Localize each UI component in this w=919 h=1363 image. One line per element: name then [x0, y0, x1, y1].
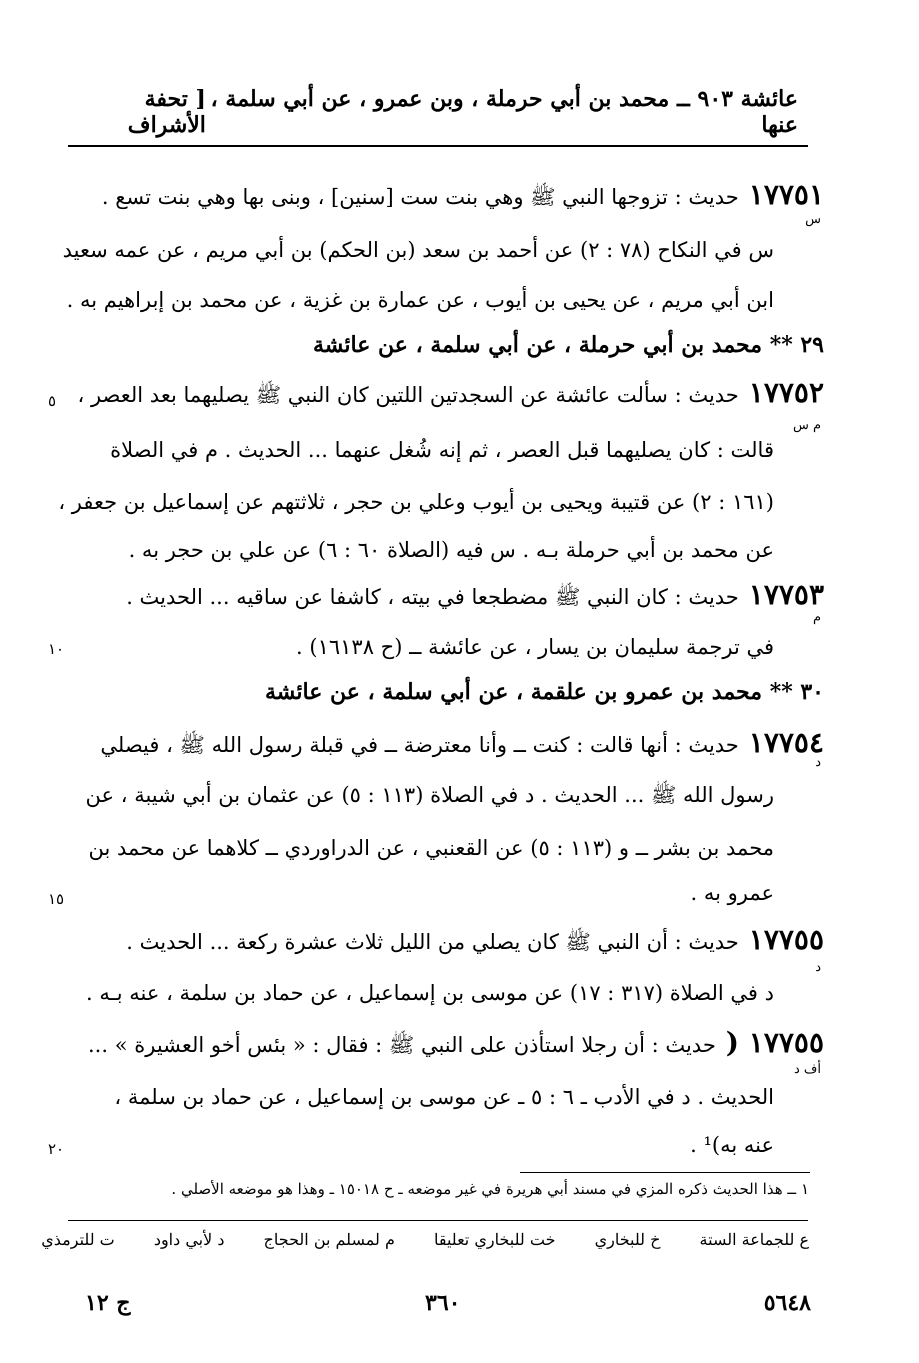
hadith-number: ١٧٧٥٥: [748, 923, 824, 956]
body-line: [89, 833, 774, 863]
body-line: [89, 1130, 774, 1160]
key-rule: [68, 1220, 808, 1221]
body-line: [58, 487, 774, 517]
side-mark: أف د: [793, 1062, 821, 1077]
line-text: حديث : أن النبي ﷺ كان يصلي من الليل ثلاث عشرة ركعة ... الحديث .: [126, 930, 739, 954]
abbreviation-key: [41, 1230, 809, 1249]
section-heading: ٣٠ ** محمد بن عمرو بن علقمة ، عن أبي سلمة ، عن عائشة: [265, 679, 824, 705]
body-line: [89, 1082, 774, 1112]
line-text: حديث : كان النبي ﷺ مضطجعا في بيته ، كاشفا عن ساقيه ... الحديث .: [126, 585, 739, 609]
side-mark: د: [815, 755, 821, 770]
body-line: [66, 285, 774, 315]
line-text: محمد بن بشر ــ و (١١٣ : ٥) عن القعنبي ، عن الدراوردي ــ كلاهما عن محمد بن: [88, 836, 774, 860]
hadith-entry-line: [89, 728, 824, 760]
line-text: قالت : كان يصليهما قبل العصر ، ثم إنه شُغل عنهما ... الحديث . م في الصلاة: [110, 438, 774, 462]
header-title: عائشة ٩٠٣ ــ محمد بن أبي حرملة ، وبن عمرو ، عن أبي سلمة ، عنها: [210, 86, 798, 138]
hadith-entry-line: [89, 1028, 824, 1060]
line-text: عمرو به .: [690, 881, 774, 905]
key-item: خ للبخاري: [594, 1230, 661, 1249]
body-line: [89, 435, 774, 465]
hadith-number: ١٧٧٥٣: [748, 578, 824, 611]
margin-line-number: ١٠: [48, 640, 65, 658]
line-text: ابن أبي مريم ، عن يحيى بن أيوب ، عن عمارة بن غزية ، عن محمد بن إبراهيم به .: [66, 288, 774, 312]
body-line: [89, 632, 774, 662]
hadith-entry-line: [89, 180, 824, 212]
side-mark: م: [812, 610, 821, 625]
line-text: حديث : أنها قالت : كنت ــ وأنا معترضة ــ في قبلة رسول الله ﷺ ، فيصلي: [100, 733, 739, 757]
page-number: ٣٦٠: [425, 1290, 461, 1316]
hadith-entry-line: [89, 925, 824, 957]
key-item: د لأبي داود: [153, 1230, 225, 1249]
body-line: [62, 235, 774, 265]
line-text: حديث : تزوجها النبي ﷺ وهي بنت ست [سنين] ، وبنى بها وهي بنت تسع .: [101, 185, 739, 209]
hadith-entry-line: [89, 580, 824, 612]
line-text: رسول الله ﷺ ... الحديث . د في الصلاة (١١٣ : ٥) عن عثمان بن أبي شيبة ، عن: [85, 783, 774, 807]
body-line: [86, 978, 774, 1008]
volume-number: ج ١٢: [85, 1290, 131, 1316]
line-text: (١٦١ : ٢) عن قتيبة ويحيى بن أيوب وعلي بن حجر ، ثلاثتهم عن إسماعيل بن جعفر ،: [58, 490, 774, 514]
hadith-number: ١٧٧٥١: [748, 178, 824, 211]
hadith-number: ١٧٧٥٢: [748, 376, 824, 409]
footnote-rule: [520, 1172, 810, 1173]
line-text: عنه به)¹ .: [690, 1133, 774, 1157]
line-text: حديث : أن رجلا استأذن على النبي ﷺ : فقال : « بئس أخو العشيرة » ...: [88, 1033, 716, 1057]
hadith-entry-line: [77, 376, 824, 410]
footnote: ١ ــ هذا الحديث ذكره المزي في مسند أبي هريرة في غير موضعه ـ ح ١٥٠١٨ ـ وهذا هو موضعه الأصلي .: [171, 1180, 809, 1198]
line-text: س في النكاح (٧٨ : ٢) عن أحمد بن سعد (بن الحكم) بن أبي مريم ، عن عمه سعيد: [62, 238, 774, 262]
line-text: في ترجمة سليمان بن يسار ، عن عائشة ــ (ح ١٦١٣٨) .: [296, 635, 774, 659]
margin-line-number: ١٥: [48, 890, 65, 908]
key-item: خت للبخاري تعليقا: [433, 1230, 556, 1249]
line-text: الحديث . د في الأدب ـ ٦ : ٥ ـ عن موسى بن إسماعيل ، عن حماد بن سلمة ،: [114, 1085, 774, 1109]
side-mark: م س: [792, 418, 821, 433]
body-line: [89, 330, 824, 360]
margin-line-number: ٥: [48, 392, 57, 410]
margin-line-number: ٢٠: [48, 1140, 65, 1158]
key-item: ع للجماعة الستة: [699, 1230, 809, 1249]
hadith-range-number: ٥٦٤٨: [763, 1290, 811, 1316]
line-text: حديث : سألت عائشة عن السجدتين اللتين كان النبي ﷺ يصليهما بعد العصر ،: [77, 383, 739, 407]
line-text: د في الصلاة (٣١٧ : ١٧) عن موسى بن إسماعيل ، عن حماد بن سلمة ، عنه بـه .: [86, 981, 774, 1005]
body-line: [89, 677, 824, 707]
key-item: م لمسلم بن الحجاج: [263, 1230, 395, 1249]
body-line: [89, 535, 774, 565]
header-book-title: [ تحفة الأشراف: [127, 86, 206, 138]
section-heading: ٢٩ ** محمد بن أبي حرملة ، عن أبي سلمة ، عن عائشة: [313, 332, 824, 358]
side-mark: د: [815, 960, 821, 975]
line-text: عن محمد بن أبي حرملة بـه . س فيه (الصلاة ٦٠ : ٦) عن علي بن حجر به .: [128, 538, 774, 562]
header-rule: [68, 145, 808, 147]
body-line: [85, 780, 774, 810]
hadith-number: ١٧٧٥٤: [748, 726, 824, 759]
hadith-number: ١٧٧٥٥ (: [725, 1026, 824, 1059]
body-line: [89, 878, 774, 908]
page-header: [68, 86, 798, 138]
side-mark: س: [805, 212, 821, 227]
key-item: ت للترمذي: [41, 1230, 115, 1249]
